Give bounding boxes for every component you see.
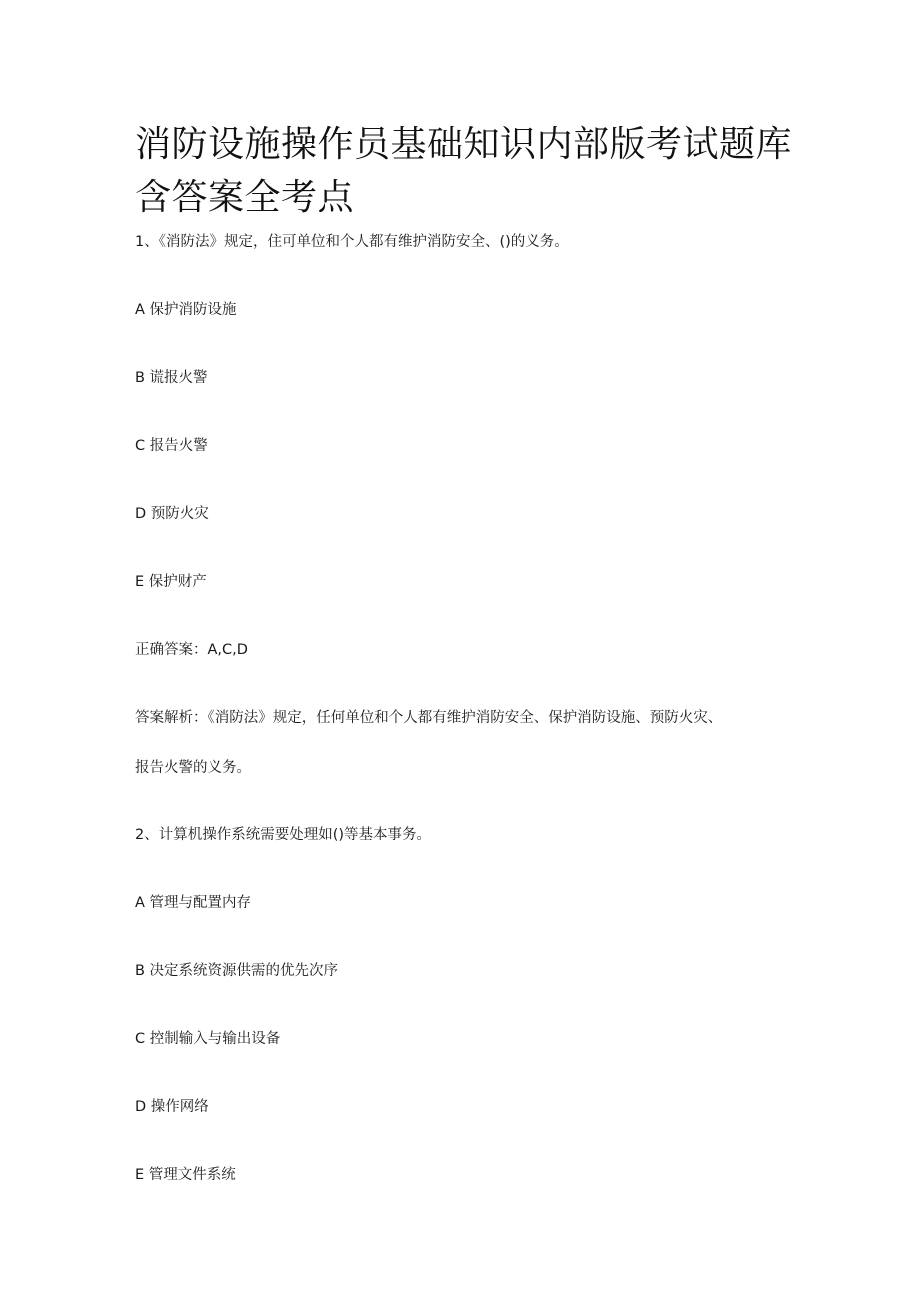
question-1-option-e: E 保护财产 bbox=[135, 574, 207, 590]
question-2-option-e: E 管理文件系统 bbox=[135, 1167, 236, 1183]
document-title: 消防设施操作员基础知识内部版考试题库含答案全考点 bbox=[135, 124, 793, 218]
question-1-option-d: D 预防火灾 bbox=[135, 506, 209, 522]
question-1-option-c: C 报告火警 bbox=[135, 438, 208, 454]
question-2-option-c: C 控制输入与输出设备 bbox=[135, 1031, 281, 1047]
question-1-option-b: B 谎报火警 bbox=[135, 370, 208, 386]
question-2-stem: 2、计算机操作系统需要处理如()等基本事务。 bbox=[135, 827, 432, 843]
question-2-option-a: A 管理与配置内存 bbox=[135, 895, 252, 911]
question-1-answer: 正确答案：A,C,D bbox=[135, 642, 248, 658]
question-2-option-d: D 操作网络 bbox=[135, 1099, 209, 1115]
question-1-analysis-line-2: 报告火警的义务。 bbox=[135, 760, 251, 776]
question-1-option-a: A 保护消防设施 bbox=[135, 302, 237, 318]
question-1-stem: 1、《消防法》规定，住可单位和个人都有维护消防安全、()的义务。 bbox=[135, 234, 569, 250]
question-1-analysis-line-1: 答案解析：《消防法》规定，任何单位和个人都有维护消防安全、保护消防设施、预防火灾、 bbox=[135, 710, 723, 726]
question-2-option-b: B 决定系统资源供需的优先次序 bbox=[135, 963, 339, 979]
